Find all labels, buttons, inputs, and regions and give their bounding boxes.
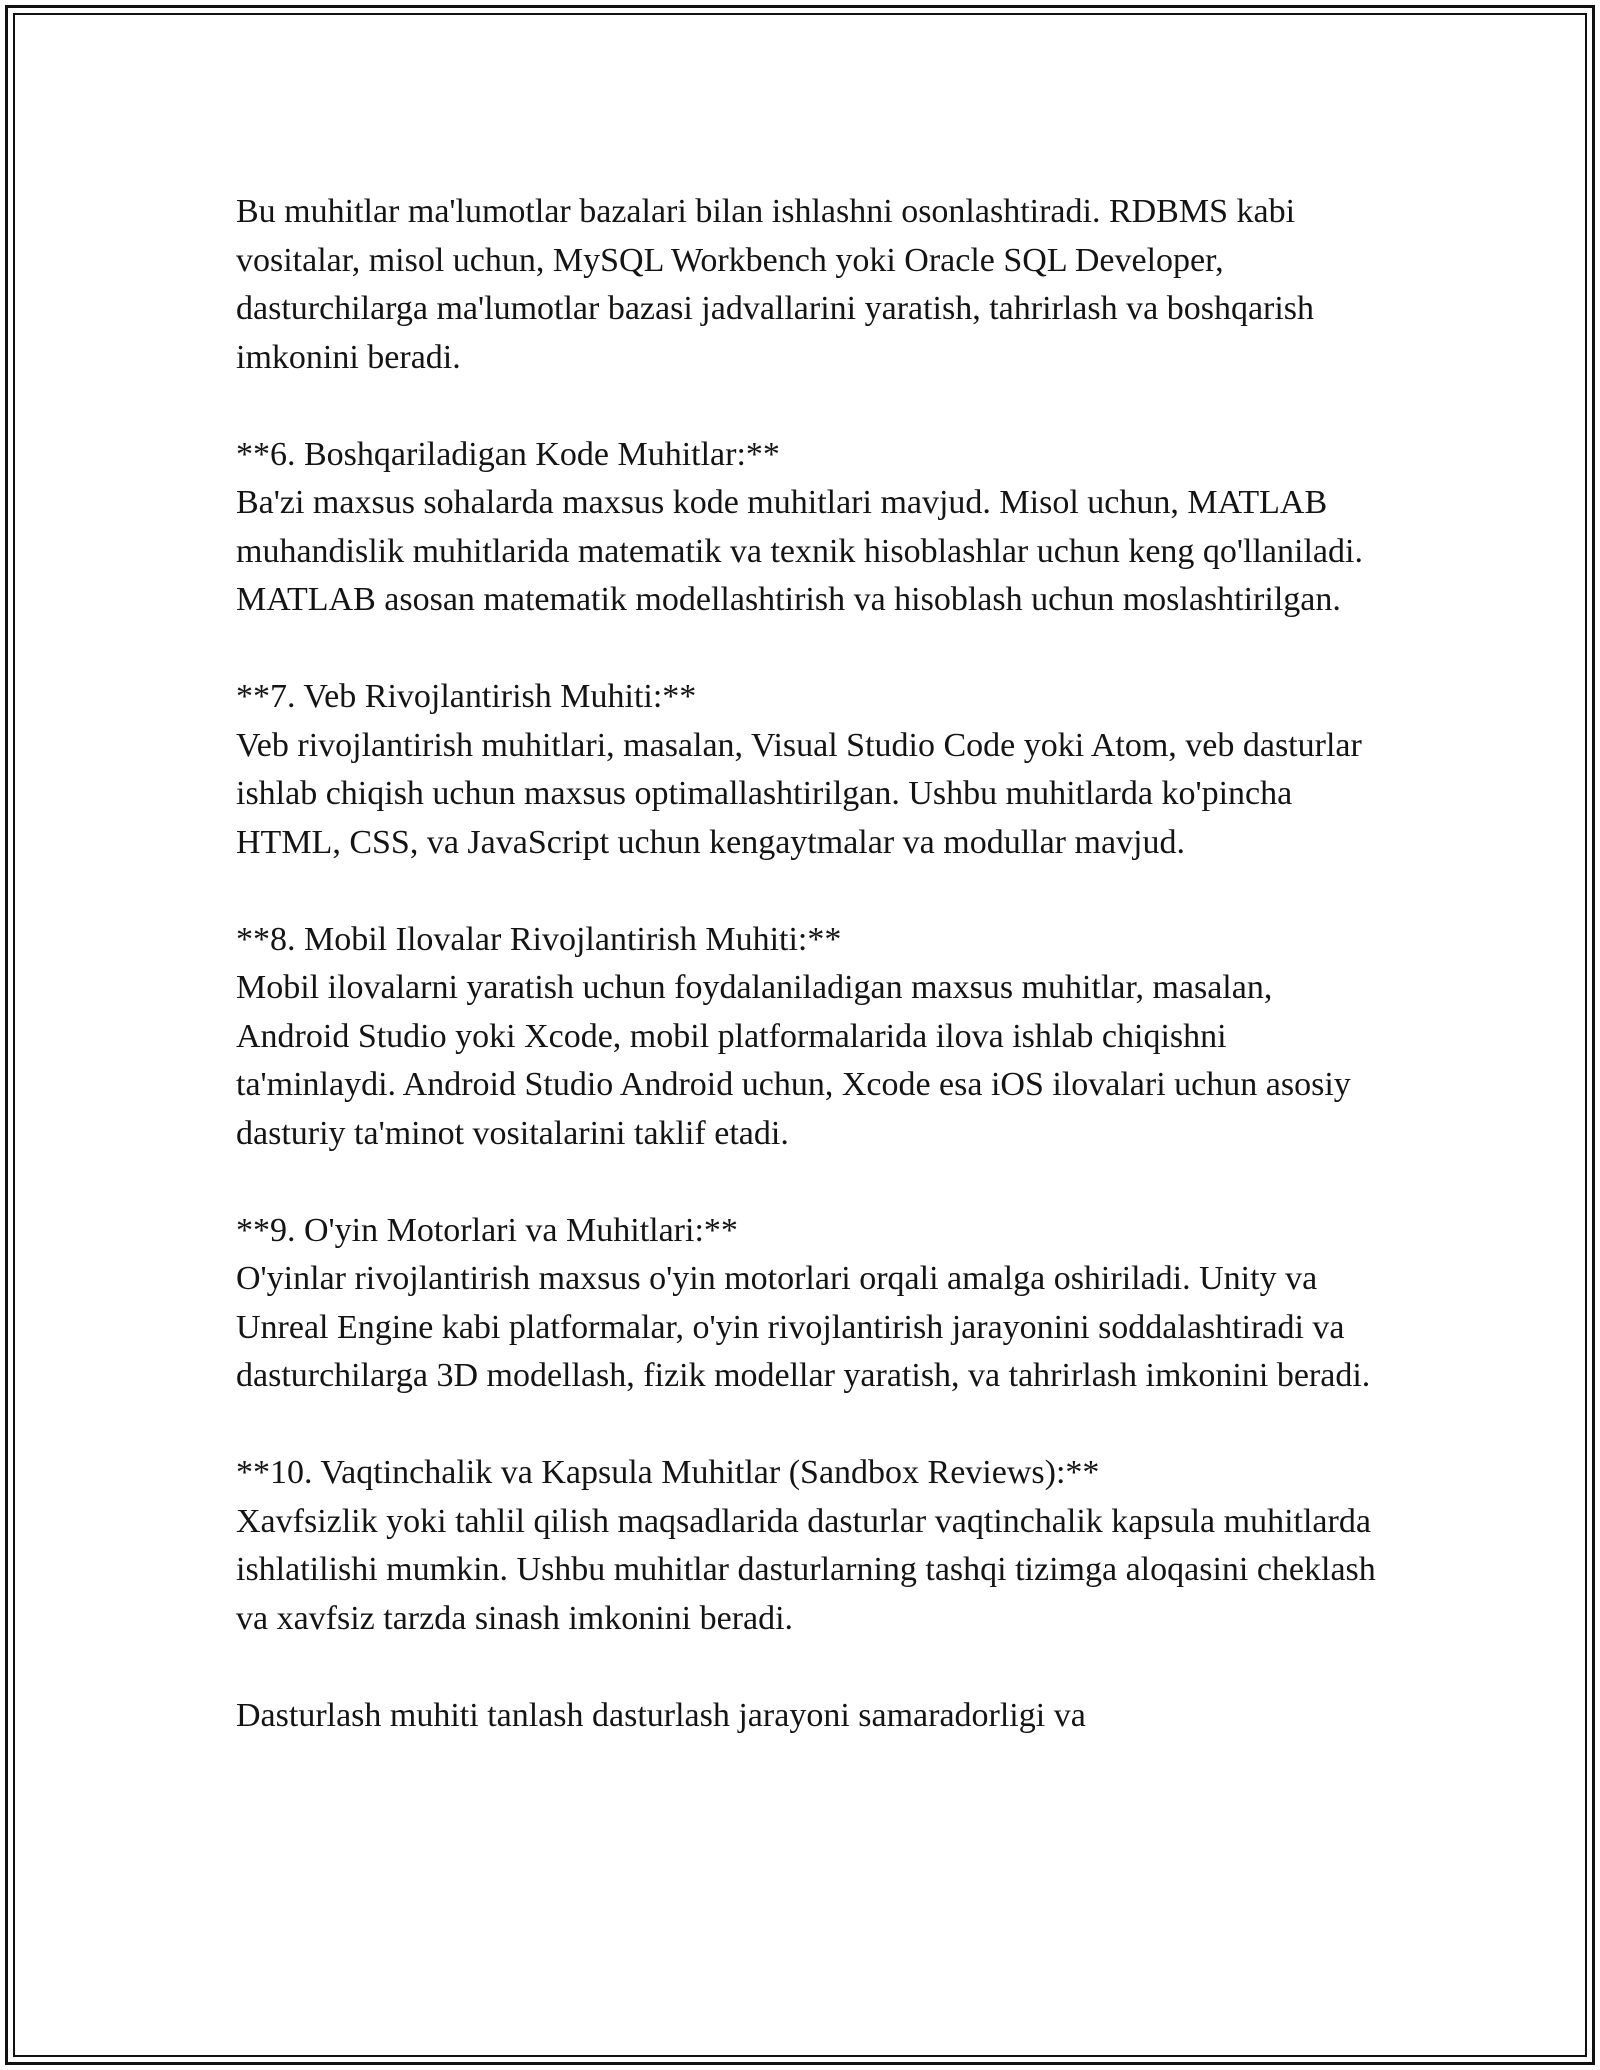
section-paragraph: Mobil ilovalarni yaratish uchun foydalaniladigan maxsus muhitlar, masalan, Android Studio yoki Xcode, mobil platformalarida ilova ishlab chiqishni ta'minlaydi. Android Studio Android uchun, Xcode esa iOS ilovalari uchun asosiy dasturiy ta'minot vositalarini taklif etadi.: [236, 969, 1351, 1152]
section-9: [236, 1207, 1386, 1401]
section-heading: **7. Veb Rivojlantirish Muhiti:**: [236, 678, 697, 715]
section-6: [236, 431, 1386, 625]
section-heading: **8. Mobil Ilovalar Rivojlantirish Muhiti:**: [236, 920, 842, 958]
closing-paragraph: Dasturlash muhiti tanlash dasturlash jarayoni samaradorligi va: [236, 1696, 1086, 1734]
section-8: [236, 916, 1386, 1159]
section-paragraph: Xavfsizlik yoki tahlil qilish maqsadlarida dasturlar vaqtinchalik kapsula muhitlarda ishlatilishi mumkin. Ushbu muhitlar dasturlarning tashqi tizimga aloqasini cheklash va xavfsiz tarzda sinash imkonini beradi.: [236, 1502, 1376, 1637]
section-7: [236, 673, 1386, 867]
section-paragraph: Ba'zi maxsus sohalarda maxsus kode muhitlari mavjud. Misol uchun, MATLAB muhandislik muhitlarida matematik va texnik hisoblashlar uchun keng qo'llaniladi. MATLAB asosan matematik modellashtirish va hisoblash uchun moslashtirilgan.: [236, 484, 1363, 618]
section-heading: **9. O'yin Motorlari va Muhitlari:**: [236, 1211, 738, 1249]
section-heading: **10. Vaqtinchalik va Kapsula Muhitlar (Sandbox Reviews):**: [236, 1454, 1100, 1491]
section-heading: **6. Boshqariladigan Kode Muhitlar:**: [236, 435, 780, 473]
document-body: [236, 188, 1386, 1789]
section-paragraph: Veb rivojlantirish muhitlari, masalan, Visual Studio Code yoki Atom, veb dasturlar ishlab chiqish uchun maxsus optimallashtirilgan. Ushbu muhitlarda ko'pincha HTML, CSS, va JavaScript uchun kengaytmalar va modullar mavjud.: [236, 726, 1362, 861]
intro-paragraph: Bu muhitlar ma'lumotlar bazalari bilan ishlashni osonlashtiradi. RDBMS kabi vositalar, misol uchun, MySQL Workbench yoki Oracle SQL Developer, dasturchilarga ma'lumotlar bazasi jadvallarini yaratish, tahrirlash va boshqarish imkonini beradi.: [236, 193, 1315, 376]
section-paragraph: O'yinlar rivojlantirish maxsus o'yin motorlari orqali amalga oshiriladi. Unity va Unreal Engine kabi platformalar, o'yin rivojlantirish jarayonini soddalashtiradi va dasturchilarga 3D modellash, fizik modellar yaratish, va tahrirlash imkonini beradi.: [236, 1260, 1371, 1394]
section-10: [236, 1449, 1386, 1643]
